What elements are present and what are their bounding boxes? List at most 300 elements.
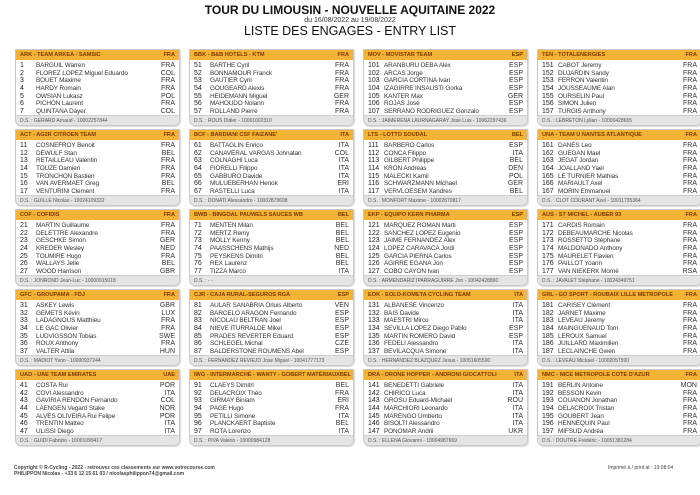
rider-number: 121 bbox=[368, 222, 380, 229]
rider-row bbox=[194, 405, 349, 413]
rider-name: CHIRICO Luca bbox=[384, 389, 426, 397]
rider-row bbox=[542, 100, 697, 108]
rider-nationality: FRA bbox=[335, 69, 349, 77]
rider-name: NIEVE ITURRALDE Mikel bbox=[210, 325, 282, 333]
rider-nationality: ESP bbox=[508, 108, 523, 116]
rider-nationality: FRA bbox=[161, 62, 175, 69]
rider-name: BISOLTI Alessandro bbox=[384, 420, 440, 428]
rider-nationality: ESP bbox=[508, 77, 523, 85]
rider-nationality: FRA bbox=[335, 389, 349, 397]
sports-director: D.S. : LEVEAU Mickael - 10002057590 bbox=[538, 355, 700, 365]
rider-name: PRADES REVERTER Eduard bbox=[210, 332, 293, 340]
rider-number: 195 bbox=[542, 412, 554, 420]
rider-number: 122 bbox=[368, 229, 380, 237]
rider-name: ARCAS Jorge bbox=[384, 69, 423, 77]
rider-row bbox=[368, 93, 523, 101]
sports-director: D.S. : ROUS Didier - 10001002310 bbox=[190, 115, 353, 125]
rider-row bbox=[20, 180, 175, 188]
rider-number: 163 bbox=[542, 157, 554, 165]
rider-nationality: ITA bbox=[338, 188, 349, 196]
rider-name: BERLIN Antoine bbox=[558, 382, 603, 389]
rider-number: 164 bbox=[542, 165, 554, 173]
rider-number: 184 bbox=[542, 325, 554, 333]
team-card bbox=[537, 369, 700, 446]
rider-nationality: FRA bbox=[683, 428, 697, 436]
rider-nationality: ESP bbox=[334, 309, 349, 317]
rider-nationality: FRA bbox=[683, 85, 697, 93]
team-header bbox=[190, 290, 353, 300]
team-card bbox=[189, 289, 354, 366]
rider-name: FLOREZ LOPEZ Miguel Eduardo bbox=[36, 69, 128, 77]
rider-name: COSTA Rui bbox=[36, 382, 68, 389]
rider-list bbox=[364, 380, 527, 436]
rider-nationality: FRA bbox=[683, 332, 697, 340]
rider-row bbox=[368, 85, 523, 93]
rider-nationality: FRA bbox=[683, 62, 697, 69]
rider-number: 14 bbox=[20, 165, 28, 173]
team-nationality: FRA bbox=[163, 132, 175, 138]
rider-number: 115 bbox=[368, 172, 380, 180]
rider-name: ARANBURU DEBA Alex bbox=[384, 62, 451, 69]
team-name: BBK - B&B HOTELS - KTM bbox=[194, 52, 265, 58]
rider-number: 27 bbox=[20, 268, 28, 276]
rider-number: 193 bbox=[542, 397, 554, 405]
rider-number: 186 bbox=[542, 340, 554, 348]
rider-row bbox=[20, 230, 175, 238]
rider-nationality: ESP bbox=[508, 332, 523, 340]
rider-nationality: POR bbox=[159, 382, 175, 389]
rider-number: 62 bbox=[194, 149, 202, 157]
rider-nationality: FRA bbox=[335, 108, 349, 116]
rider-name: HARDY Romain bbox=[36, 85, 81, 93]
rider-list bbox=[190, 380, 353, 436]
rider-row bbox=[20, 302, 175, 310]
rider-nationality: FRA bbox=[683, 188, 697, 196]
rider-nationality: ITA bbox=[164, 428, 175, 436]
rider-row bbox=[368, 340, 523, 348]
team-card bbox=[189, 129, 354, 206]
rider-name: VAN NIEKERK Morné bbox=[558, 268, 619, 276]
rider-row bbox=[194, 93, 349, 101]
rider-nationality: FRA bbox=[683, 157, 697, 165]
rider-nationality: FRA bbox=[683, 420, 697, 428]
rider-row bbox=[368, 150, 523, 158]
team-card bbox=[189, 209, 354, 286]
rider-name: SERRANO RODRIGUEZ Gonzalo bbox=[384, 108, 479, 116]
rider-name: LUDVIGSSON Tobias bbox=[36, 332, 97, 340]
rider-number: 103 bbox=[368, 77, 380, 85]
rider-row bbox=[20, 62, 175, 70]
rider-name: GILBERT Philippe bbox=[384, 157, 435, 165]
rider-number: 162 bbox=[542, 149, 554, 157]
rider-number: 92 bbox=[194, 389, 202, 397]
team-card bbox=[363, 289, 528, 366]
rider-number: 57 bbox=[194, 108, 202, 116]
rider-name: OWSIAN Lukasz bbox=[36, 92, 83, 100]
event-dates: du 16/08/2022 au 19/08/2022 bbox=[304, 17, 396, 24]
team-name: IWG - INTERMARCHÉ - WANTY - GOBERT MATÉRIAUX bbox=[194, 372, 340, 378]
rider-row bbox=[194, 150, 349, 158]
rider-row bbox=[20, 165, 175, 173]
rider-row bbox=[542, 333, 697, 341]
rider-list bbox=[538, 380, 700, 436]
rider-nationality: UKR bbox=[508, 428, 523, 436]
team-card bbox=[363, 369, 528, 446]
list-title: LISTE DES ENGAGES - ENTRY LIST bbox=[243, 24, 457, 38]
team-name: TEN - TOTALENERGIES bbox=[542, 52, 606, 58]
rider-row bbox=[542, 70, 697, 78]
team-card bbox=[363, 209, 528, 286]
rider-number: 141 bbox=[368, 382, 380, 389]
rider-number: 185 bbox=[542, 332, 554, 340]
team-header bbox=[190, 370, 353, 380]
rider-name: AULAR SANABRIA Orluis Alberto bbox=[210, 302, 303, 309]
rider-nationality: ESP bbox=[508, 222, 523, 229]
rider-number: 125 bbox=[368, 252, 380, 260]
rider-row bbox=[542, 317, 697, 325]
team-nationality: ITA bbox=[340, 132, 349, 138]
rider-row bbox=[542, 253, 697, 261]
rider-nationality: ESP bbox=[508, 268, 523, 276]
team-card bbox=[537, 129, 700, 206]
rider-number: 33 bbox=[20, 317, 28, 325]
rider-nationality: ITA bbox=[164, 420, 175, 428]
sports-director: D.S. : GUILLE Nicolas - 10024109332 bbox=[16, 195, 179, 205]
rider-row bbox=[20, 405, 175, 413]
rider-name: ROUX Anthony bbox=[36, 340, 79, 348]
team-card bbox=[189, 369, 354, 446]
team-header bbox=[190, 50, 353, 60]
rider-name: LECLAINCHE Gwen bbox=[558, 348, 616, 356]
rider-name: JEGAT Jordan bbox=[558, 157, 599, 165]
sports-director: D.S. : GERARD Arnaud - 10002257844 bbox=[16, 115, 179, 125]
rider-number: 45 bbox=[20, 412, 28, 420]
rider-nationality: ESP bbox=[334, 325, 349, 333]
rider-nationality: RSA bbox=[682, 268, 697, 276]
rider-name: LE GAC Olivier bbox=[36, 325, 78, 333]
rider-name: GOUGEARD Alexis bbox=[210, 85, 265, 93]
rider-nationality: ITA bbox=[512, 149, 523, 157]
rider-name: RETAILLEAU Valentin bbox=[36, 157, 98, 165]
rider-nationality: ESP bbox=[508, 62, 523, 69]
rider-number: 3 bbox=[20, 77, 24, 85]
rider-name: IZAGIRRE INSAUSTI Gorka bbox=[384, 85, 463, 93]
rider-number: 74 bbox=[194, 245, 202, 253]
rider-nationality: FRA bbox=[161, 317, 175, 325]
rider-row bbox=[368, 222, 523, 230]
rider-row bbox=[194, 157, 349, 165]
rider-nationality: GER bbox=[333, 92, 349, 100]
rider-name: GEMETS Kévin bbox=[36, 309, 80, 317]
rider-number: 174 bbox=[542, 245, 554, 253]
rider-number: 101 bbox=[368, 62, 380, 69]
rider-number: 35 bbox=[20, 332, 28, 340]
rider-row bbox=[542, 180, 697, 188]
rider-row bbox=[20, 333, 175, 341]
team-name: MOV - MOVISTAR TEAM bbox=[368, 52, 433, 58]
rider-row bbox=[194, 142, 349, 150]
team-card bbox=[15, 129, 180, 206]
rider-nationality: ITA bbox=[512, 420, 523, 428]
sports-director: D.S. : JAIMERENA LAURNAGARAY Jose Luis - 10062297436 bbox=[364, 115, 527, 125]
team-name: EOK - EOLO-KOMETA CYCLING TEAM bbox=[368, 292, 471, 298]
rider-number: 127 bbox=[368, 268, 380, 276]
rider-row bbox=[194, 302, 349, 310]
rider-nationality: LUX bbox=[161, 309, 175, 317]
rider-name: WALLAYS Jelle bbox=[36, 260, 80, 268]
rider-name: DELETTRE Alexandre bbox=[36, 229, 98, 237]
rider-name: BAIS Davide bbox=[384, 309, 420, 317]
rider-row bbox=[194, 77, 349, 85]
team-name: LTS - LOTTO SOUDAL bbox=[368, 132, 428, 138]
rider-nationality: ITA bbox=[512, 317, 523, 325]
rider-name: TRENTIN Matteo bbox=[36, 420, 84, 428]
rider-nationality: ERI bbox=[337, 180, 349, 188]
rider-row bbox=[194, 62, 349, 70]
rider-name: BEVILACQUA Simone bbox=[384, 348, 447, 356]
rider-name: LEVEAU Jérémy bbox=[558, 317, 605, 325]
rider-row bbox=[194, 390, 349, 398]
rider-row bbox=[20, 157, 175, 165]
rider-nationality: FRA bbox=[161, 340, 175, 348]
sports-director: D.S. : DOUTRE Frédéric - 10051381284 bbox=[538, 435, 700, 445]
rider-list bbox=[538, 140, 700, 196]
rider-row bbox=[542, 260, 697, 268]
rider-name: GESCHKE Simon bbox=[36, 237, 86, 245]
sports-director: D.S. : MONFORT Maxime - 10002670817 bbox=[364, 195, 527, 205]
rider-nationality: FRA bbox=[683, 397, 697, 405]
rider-name: SEVILLA LOPEZ Diego Pablo bbox=[384, 325, 467, 333]
rider-nationality: BEL bbox=[335, 252, 349, 260]
rider-number: 175 bbox=[542, 252, 554, 260]
rider-row bbox=[20, 260, 175, 268]
team-header bbox=[538, 50, 700, 60]
rider-nationality: ESP bbox=[508, 100, 523, 108]
rider-row bbox=[20, 397, 175, 405]
rider-nationality: COL bbox=[160, 69, 175, 77]
rider-nationality: ITA bbox=[338, 165, 349, 173]
rider-name: FERRON Valentin bbox=[558, 77, 608, 85]
rider-name: LOPEZ CARAVACA Jordi bbox=[384, 245, 455, 253]
rider-nationality: CZE bbox=[335, 340, 349, 348]
rider-name: TURGIS Anthony bbox=[558, 108, 606, 116]
rider-row bbox=[542, 302, 697, 310]
rider-number: 167 bbox=[542, 188, 554, 196]
rider-number: 66 bbox=[194, 180, 202, 188]
rider-name: DELACROIX Tristan bbox=[558, 405, 615, 413]
rider-name: KREDER Wesley bbox=[36, 245, 84, 253]
team-name: ARK - TEAM ARKEA - SAMSIC bbox=[20, 52, 101, 58]
rider-name: PLANCKAERT Baptiste bbox=[210, 420, 276, 428]
sports-director: D.S. : CLOT COURANT Axel - 10011735364 bbox=[538, 195, 700, 205]
rider-number: 71 bbox=[194, 222, 202, 229]
rider-row bbox=[20, 245, 175, 253]
sports-director: D.S. : HERNANDEZ BLAZQUEZ Jesus - 10051605590 bbox=[364, 355, 527, 365]
rider-number: 156 bbox=[542, 100, 554, 108]
rider-row bbox=[542, 405, 697, 413]
rider-number: 93 bbox=[194, 397, 202, 405]
rider-number: 84 bbox=[194, 325, 202, 333]
rider-number: 44 bbox=[20, 405, 28, 413]
rider-name: BESSON Kevin bbox=[558, 389, 602, 397]
rider-name: RASTELLI Luca bbox=[210, 188, 255, 196]
rider-name: ROLLAND Pierre bbox=[210, 108, 258, 116]
rider-number: 95 bbox=[194, 412, 202, 420]
rider-name: MARCHIORI Leonardo bbox=[384, 405, 448, 413]
rider-nationality: FRA bbox=[161, 165, 175, 173]
rider-name: MAHOUDO Nolann bbox=[210, 100, 265, 108]
rider-name: CONCA Filippo bbox=[384, 149, 427, 157]
rider-name: KRON Andreas bbox=[384, 165, 427, 173]
rider-row bbox=[542, 142, 697, 150]
rider-nationality: FRA bbox=[683, 165, 697, 173]
rider-name: HEIDEMANN Miguel bbox=[210, 92, 268, 100]
rider-nationality: FRA bbox=[683, 405, 697, 413]
rider-number: 124 bbox=[368, 245, 380, 253]
rider-number: 177 bbox=[542, 268, 554, 276]
rider-name: PAILLOT Yoann bbox=[558, 260, 602, 268]
rider-number: 61 bbox=[194, 142, 202, 149]
rider-number: 42 bbox=[20, 389, 28, 397]
rider-nationality: ITA bbox=[512, 389, 523, 397]
sports-director: D.S. : DONATI Alessandro - 10002879608 bbox=[190, 195, 353, 205]
rider-name: GABBURO Davide bbox=[210, 172, 263, 180]
rider-nationality: COL bbox=[334, 149, 349, 157]
rider-row bbox=[368, 420, 523, 428]
rider-row bbox=[368, 70, 523, 78]
rider-list bbox=[538, 300, 700, 356]
rider-name: GAVIRIA RENDON Fernando bbox=[36, 397, 118, 405]
rider-number: 83 bbox=[194, 317, 202, 325]
rider-nationality: ITA bbox=[338, 172, 349, 180]
rider-row bbox=[368, 397, 523, 405]
rider-row bbox=[368, 142, 523, 150]
rider-name: QUINTANA Dayer bbox=[36, 108, 86, 116]
rider-number: 151 bbox=[542, 62, 554, 69]
rider-name: REX Laurenz bbox=[210, 260, 247, 268]
rider-number: 187 bbox=[542, 348, 554, 356]
rider-row bbox=[368, 260, 523, 268]
rider-number: 161 bbox=[542, 142, 554, 149]
team-card bbox=[363, 49, 528, 126]
rider-nationality: FRA bbox=[335, 405, 349, 413]
rider-nationality: ITA bbox=[512, 412, 523, 420]
team-card bbox=[537, 49, 700, 126]
rider-list bbox=[364, 60, 527, 116]
rider-row bbox=[194, 165, 349, 173]
rider-nationality: ITA bbox=[512, 340, 523, 348]
sports-director: D.S. : MADIOT Yvon - 10000937244 bbox=[16, 355, 179, 365]
rider-row bbox=[368, 230, 523, 238]
rider-number: 86 bbox=[194, 340, 202, 348]
rider-name: ROSSETTO Stéphane bbox=[558, 237, 621, 245]
rider-name: SIMON Julien bbox=[558, 100, 597, 108]
rider-row bbox=[20, 310, 175, 318]
event-title: TOUR DU LIMOUSIN - NOUVELLE AQUITAINE 2022 bbox=[204, 3, 496, 17]
rider-row bbox=[20, 325, 175, 333]
team-header bbox=[364, 370, 527, 380]
rider-row bbox=[368, 382, 523, 390]
team-header bbox=[538, 210, 700, 220]
rider-nationality: FRA bbox=[335, 62, 349, 69]
rider-name: GARCIA CORTINA Ivan bbox=[384, 77, 451, 85]
rider-nationality: FRA bbox=[683, 237, 697, 245]
rider-row bbox=[20, 253, 175, 261]
rider-name: AGIRRE EGAÑA Jon bbox=[384, 260, 443, 268]
rider-name: VALTER Attila bbox=[36, 348, 75, 356]
rider-row bbox=[368, 325, 523, 333]
rider-nationality: FRA bbox=[683, 229, 697, 237]
rider-number: 136 bbox=[368, 340, 380, 348]
rider-nationality: ITA bbox=[512, 382, 523, 389]
rider-nationality: FRA bbox=[683, 325, 697, 333]
rider-number: 5 bbox=[20, 92, 24, 100]
rider-name: BARCELO ARAGON Fernando bbox=[210, 309, 297, 317]
rider-name: DEBEAUMARCHE Nicolas bbox=[558, 229, 633, 237]
rider-number: 94 bbox=[194, 405, 202, 413]
rider-nationality: BEL bbox=[161, 149, 175, 157]
rider-nationality: FRA bbox=[683, 245, 697, 253]
rider-number: 65 bbox=[194, 172, 202, 180]
rider-row bbox=[20, 173, 175, 181]
rider-row bbox=[194, 100, 349, 108]
rider-number: 131 bbox=[368, 302, 380, 309]
sports-director: D.S. : ARMENDARIZ IPARRAGUIRRE Jon - 10042428890 bbox=[364, 275, 527, 285]
rider-number: 77 bbox=[194, 268, 202, 276]
rider-name: MALECKI Kamil bbox=[384, 172, 429, 180]
team-card bbox=[189, 49, 354, 126]
rider-number: 147 bbox=[368, 428, 380, 436]
rider-nationality: ESP bbox=[334, 332, 349, 340]
team-nationality: BEL bbox=[511, 132, 523, 138]
team-card bbox=[537, 209, 700, 286]
team-name: NMC - NICE METROPOLE COTE D'AZUR bbox=[542, 372, 650, 378]
team-name: BCF - BARDIANI CSF FAIZANE' bbox=[194, 132, 278, 138]
rider-nationality: DEN bbox=[508, 165, 523, 173]
rider-name: BONNAMOUR Franck bbox=[210, 69, 272, 77]
rider-name: COVI Alessandro bbox=[36, 389, 84, 397]
rider-nationality: GER bbox=[159, 237, 175, 245]
rider-nationality: ESP bbox=[508, 142, 523, 149]
rider-row bbox=[194, 245, 349, 253]
rider-list bbox=[16, 380, 179, 436]
rider-row bbox=[194, 85, 349, 93]
rider-name: COUANON Jonathan bbox=[558, 397, 618, 405]
rider-number: 22 bbox=[20, 229, 28, 237]
rider-nationality: BEL bbox=[335, 222, 349, 229]
rider-nationality: FRA bbox=[683, 69, 697, 77]
rider-list bbox=[190, 140, 353, 196]
sports-director: D.S. : JAVALET Stéphane - 10024349751 bbox=[538, 275, 700, 285]
rider-name: JUILLARD Maximilien bbox=[558, 340, 619, 348]
rider-row bbox=[368, 405, 523, 413]
rider-nationality: BEL bbox=[335, 260, 349, 268]
rider-number: 55 bbox=[194, 92, 202, 100]
team-nationality: FRA bbox=[163, 212, 175, 218]
rider-number: 67 bbox=[194, 188, 202, 196]
rider-number: 152 bbox=[542, 69, 554, 77]
rider-number: 173 bbox=[542, 237, 554, 245]
rider-name: GARCIA PIERNA Carlos bbox=[384, 252, 452, 260]
team-nationality: FRA bbox=[163, 52, 175, 58]
rider-name: SCHLEGEL Michal bbox=[210, 340, 263, 348]
rider-nationality: ESP bbox=[508, 325, 523, 333]
rider-number: 153 bbox=[542, 77, 554, 85]
rider-number: 146 bbox=[368, 420, 380, 428]
team-header bbox=[364, 290, 527, 300]
team-header bbox=[538, 370, 700, 380]
rider-number: 64 bbox=[194, 165, 202, 173]
